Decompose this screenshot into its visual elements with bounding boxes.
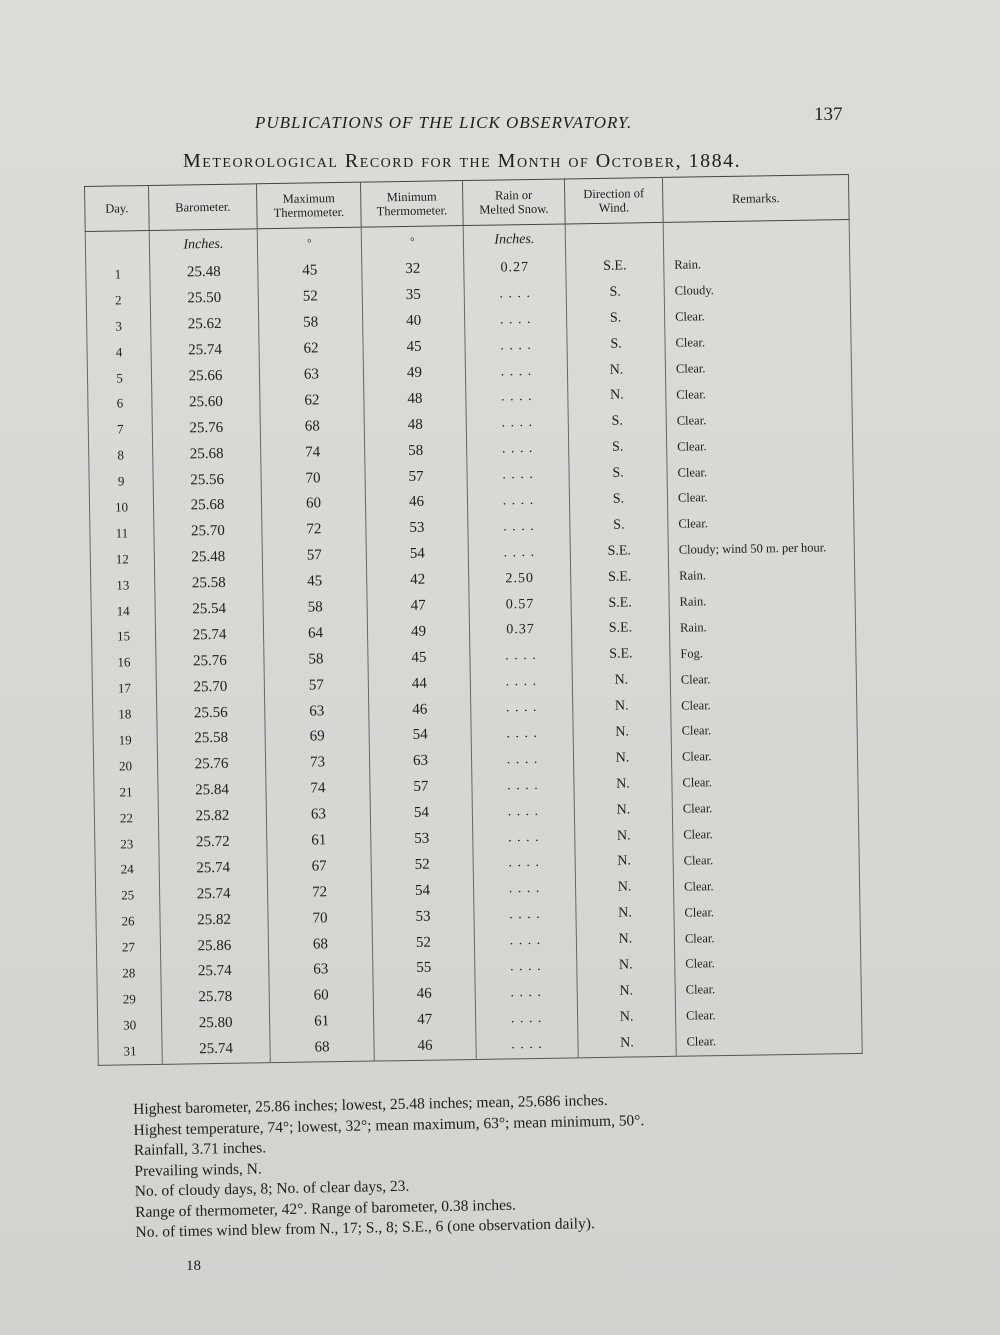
remarks-cell: Rain. — [669, 587, 855, 616]
min-thermometer-cell: 54 — [366, 541, 468, 568]
min-thermometer-cell: 48 — [364, 385, 466, 412]
day-cell: 5 — [87, 365, 151, 392]
remarks-cell: Fog. — [670, 638, 856, 667]
unit-barometer: Inches. — [149, 229, 257, 261]
remarks-cell: Clear. — [675, 975, 861, 1004]
rain-cell: 0.57 — [469, 591, 571, 618]
barometer-cell: 25.74 — [155, 622, 263, 650]
meteorological-table — [84, 174, 863, 1066]
rain-cell: 0.27 — [464, 254, 566, 281]
remarks-cell: Clear. — [666, 379, 852, 408]
max-thermometer-cell: 69 — [265, 724, 369, 752]
remarks-cell: Clear. — [673, 845, 859, 874]
header-day: Day. — [85, 185, 150, 231]
remarks-cell: Clear. — [675, 1001, 861, 1030]
day-cell: 20 — [93, 753, 157, 780]
min-thermometer-cell: 54 — [369, 722, 471, 749]
wind-direction-cell: N. — [574, 797, 672, 824]
rain-cell: . . . . — [467, 487, 569, 514]
wind-direction-cell: N. — [572, 667, 670, 694]
min-thermometer-cell: 46 — [374, 1033, 476, 1061]
barometer-cell: 25.60 — [152, 389, 260, 417]
rain-cell: . . . . — [475, 1005, 577, 1032]
min-thermometer-cell: 57 — [365, 463, 467, 490]
unit-day — [85, 230, 149, 262]
wind-direction-cell: N. — [575, 848, 673, 875]
remarks-cell: Clear. — [664, 302, 850, 331]
remarks-cell: Clear. — [672, 794, 858, 823]
min-thermometer-cell: 40 — [362, 308, 464, 335]
rain-cell: . . . . — [466, 384, 568, 411]
header-barometer: Barometer. — [148, 184, 257, 231]
day-cell: 13 — [91, 572, 155, 599]
wind-direction-cell: S. — [569, 486, 667, 513]
remarks-cell: Clear. — [673, 820, 859, 849]
remarks-cell: Clear. — [676, 1027, 862, 1056]
day-cell: 29 — [97, 986, 161, 1013]
rain-cell: . . . . — [467, 462, 569, 489]
day-cell: 31 — [98, 1038, 162, 1065]
wind-direction-cell: N. — [577, 978, 675, 1005]
barometer-cell: 25.74 — [159, 855, 267, 883]
day-cell: 3 — [87, 313, 151, 340]
remarks-cell: Clear. — [667, 457, 853, 486]
min-thermometer-cell: 45 — [368, 644, 470, 671]
rain-cell: . . . . — [472, 772, 574, 799]
max-thermometer-cell: 68 — [260, 413, 364, 441]
summary-line: No. of times wind blew from N., 17; S., 8; S.E., 6 (one observation daily). — [135, 1215, 595, 1241]
remarks-cell: Clear. — [665, 354, 851, 383]
wind-direction-cell: S.E. — [572, 641, 670, 668]
min-thermometer-cell: 53 — [371, 826, 473, 853]
rain-cell: . . . . — [473, 850, 575, 877]
wind-direction-cell: N. — [576, 900, 674, 927]
barometer-cell: 25.74 — [151, 337, 259, 365]
remarks-cell: Rain. — [664, 250, 850, 279]
rain-cell: . . . . — [466, 410, 568, 437]
wind-direction-cell: S. — [567, 331, 665, 358]
unit-rain: Inches. — [463, 224, 565, 256]
wind-direction-cell: S.E. — [570, 538, 668, 565]
wind-direction-cell: N. — [575, 822, 673, 849]
day-cell: 28 — [97, 960, 161, 987]
max-thermometer-cell: 67 — [267, 853, 371, 881]
max-thermometer-cell: 74 — [261, 439, 365, 467]
remarks-cell: Clear. — [674, 923, 860, 952]
day-cell: 4 — [87, 339, 151, 366]
wind-direction-cell: S. — [568, 434, 666, 461]
summary-line: Highest temperature, 74°; lowest, 32°; mean maximum, 63°; mean minimum, 50°. — [133, 1111, 645, 1139]
barometer-cell: 25.48 — [154, 544, 262, 572]
min-thermometer-cell: 54 — [371, 877, 473, 904]
rain-cell: 0.37 — [469, 617, 571, 644]
summary-line: Prevailing winds, N. — [134, 1160, 262, 1180]
rain-cell: . . . . — [473, 824, 575, 851]
barometer-cell: 25.78 — [161, 984, 269, 1012]
min-thermometer-cell: 63 — [369, 748, 471, 775]
wind-direction-cell: N. — [573, 719, 671, 746]
day-cell: 8 — [89, 442, 153, 469]
barometer-cell: 25.66 — [151, 363, 259, 391]
page-title: Meteorological Record for the Month of October, 1884. — [183, 150, 742, 172]
min-thermometer-cell: 46 — [365, 489, 467, 516]
day-cell: 1 — [86, 261, 150, 288]
max-thermometer-cell: 61 — [269, 1008, 373, 1036]
remarks-cell: Cloudy; wind 50 m. per hour. — [668, 535, 854, 564]
wind-direction-cell: N. — [568, 382, 666, 409]
rain-cell: . . . . — [470, 669, 572, 696]
remarks-cell: Cloudy. — [664, 276, 850, 305]
rain-cell: . . . . — [468, 539, 570, 566]
max-thermometer-cell: 64 — [263, 620, 367, 648]
max-thermometer-cell: 72 — [262, 517, 366, 545]
unit-remarks — [663, 219, 849, 252]
day-cell: 26 — [96, 908, 160, 935]
header-wind: Direction of Wind. — [564, 177, 663, 224]
remarks-cell: Clear. — [671, 716, 857, 745]
rain-cell: . . . . — [471, 720, 573, 747]
max-thermometer-cell: 57 — [262, 542, 366, 570]
rain-cell: . . . . — [475, 953, 577, 980]
min-thermometer-cell: 47 — [373, 1007, 475, 1034]
unit-min-thermometer: ° — [361, 226, 463, 258]
day-cell: 25 — [95, 882, 159, 909]
min-thermometer-cell: 45 — [363, 334, 465, 361]
barometer-cell: 25.70 — [154, 518, 262, 546]
max-thermometer-cell: 61 — [267, 827, 371, 855]
remarks-cell: Clear. — [671, 742, 857, 771]
day-cell: 14 — [91, 598, 155, 625]
max-thermometer-cell: 52 — [258, 284, 362, 312]
wind-direction-cell: S. — [566, 305, 664, 332]
min-thermometer-cell: 57 — [370, 774, 472, 801]
barometer-cell: 25.80 — [161, 1010, 269, 1038]
min-thermometer-cell: 44 — [368, 670, 470, 697]
min-thermometer-cell: 46 — [373, 981, 475, 1008]
barometer-cell: 25.62 — [150, 311, 258, 339]
day-cell: 27 — [96, 934, 160, 961]
barometer-cell: 25.86 — [160, 932, 268, 960]
max-thermometer-cell: 63 — [266, 801, 370, 829]
wind-direction-cell: N. — [577, 1004, 675, 1031]
rain-cell: . . . . — [474, 928, 576, 955]
max-thermometer-cell: 63 — [265, 698, 369, 726]
running-head: PUBLICATIONS OF THE LICK OBSERVATORY. — [255, 113, 633, 132]
wind-direction-cell: N. — [573, 693, 671, 720]
day-cell: 22 — [94, 805, 158, 832]
barometer-cell: 25.82 — [158, 803, 266, 831]
barometer-cell: 25.68 — [153, 440, 261, 468]
barometer-cell: 25.56 — [153, 466, 261, 494]
max-thermometer-cell: 45 — [258, 258, 362, 286]
max-thermometer-cell: 63 — [269, 957, 373, 985]
barometer-cell: 25.54 — [155, 596, 263, 624]
signature-mark: 18 — [186, 1258, 201, 1274]
barometer-cell: 25.58 — [157, 725, 265, 753]
day-cell: 10 — [89, 494, 153, 521]
max-thermometer-cell: 45 — [263, 568, 367, 596]
barometer-cell: 25.68 — [153, 492, 261, 520]
rain-cell: . . . . — [468, 513, 570, 540]
wind-direction-cell: N. — [577, 952, 675, 979]
barometer-cell: 25.70 — [156, 673, 264, 701]
max-thermometer-cell: 58 — [258, 309, 362, 337]
remarks-cell: Clear. — [666, 431, 852, 460]
rain-cell: . . . . — [475, 979, 577, 1006]
day-cell: 17 — [92, 675, 156, 702]
rain-cell: . . . . — [474, 902, 576, 929]
rain-cell: . . . . — [473, 876, 575, 903]
barometer-cell: 25.58 — [155, 570, 263, 598]
header-min-thermometer: Minimum Thermometer. — [360, 181, 463, 228]
min-thermometer-cell: 42 — [367, 567, 469, 594]
max-thermometer-cell: 68 — [268, 931, 372, 959]
day-cell: 24 — [95, 856, 159, 883]
rain-cell: . . . . — [476, 1031, 578, 1059]
max-thermometer-cell: 58 — [264, 646, 368, 674]
wind-direction-cell: N. — [576, 926, 674, 953]
min-thermometer-cell: 58 — [365, 437, 467, 464]
barometer-cell: 25.76 — [156, 648, 264, 676]
remarks-cell: Clear. — [675, 949, 861, 978]
unit-wind — [565, 222, 663, 254]
wind-direction-cell: N. — [573, 745, 671, 772]
max-thermometer-cell: 63 — [259, 361, 363, 389]
max-thermometer-cell: 57 — [264, 672, 368, 700]
max-thermometer-cell: 70 — [268, 905, 372, 933]
barometer-cell: 25.48 — [150, 259, 258, 287]
wind-direction-cell: S.E. — [571, 589, 669, 616]
min-thermometer-cell: 48 — [364, 411, 466, 438]
day-cell: 30 — [97, 1012, 161, 1039]
wind-direction-cell: S.E. — [571, 615, 669, 642]
max-thermometer-cell: 70 — [261, 465, 365, 493]
max-thermometer-cell: 60 — [269, 982, 373, 1010]
day-cell: 12 — [90, 546, 154, 573]
rain-cell: 2.50 — [469, 565, 571, 592]
remarks-cell: Clear. — [667, 483, 853, 512]
barometer-cell: 25.76 — [157, 751, 265, 779]
barometer-cell: 25.74 — [162, 1036, 270, 1064]
unit-max-thermometer: ° — [257, 227, 361, 259]
rain-cell: . . . . — [466, 436, 568, 463]
day-cell: 7 — [88, 416, 152, 443]
barometer-cell: 25.50 — [150, 285, 258, 313]
remarks-cell: Clear. — [666, 405, 852, 434]
wind-direction-cell: N. — [574, 771, 672, 798]
max-thermometer-cell: 73 — [265, 750, 369, 778]
barometer-cell: 25.84 — [158, 777, 266, 805]
wind-direction-cell: S.E. — [566, 253, 664, 280]
remarks-cell: Clear. — [670, 664, 856, 693]
remarks-cell: Clear. — [668, 509, 854, 538]
summary-block — [133, 1087, 836, 1244]
wind-direction-cell: S. — [566, 279, 664, 306]
max-thermometer-cell: 62 — [260, 387, 364, 415]
wind-direction-cell: S.E. — [571, 564, 669, 591]
header-max-thermometer: Maximum Thermometer. — [256, 182, 361, 229]
remarks-cell: Clear. — [673, 871, 859, 900]
rain-cell: . . . . — [465, 332, 567, 359]
min-thermometer-cell: 47 — [367, 593, 469, 620]
min-thermometer-cell: 54 — [370, 800, 472, 827]
min-thermometer-cell: 32 — [362, 256, 464, 283]
remarks-cell: Clear. — [671, 690, 857, 719]
wind-direction-cell: S. — [570, 512, 668, 539]
page-number: 137 — [814, 104, 843, 125]
rain-cell: . . . . — [471, 746, 573, 773]
max-thermometer-cell: 72 — [267, 879, 371, 907]
day-cell: 2 — [86, 287, 150, 314]
min-thermometer-cell: 53 — [372, 903, 474, 930]
meteorological-table-container — [84, 174, 862, 1081]
rain-cell: . . . . — [472, 798, 574, 825]
remarks-cell: Clear. — [672, 768, 858, 797]
header-rain: Rain or Melted Snow. — [462, 179, 565, 226]
wind-direction-cell: N. — [578, 1030, 676, 1058]
day-cell: 16 — [92, 649, 156, 676]
max-thermometer-cell: 62 — [259, 335, 363, 363]
day-cell: 11 — [90, 520, 154, 547]
day-cell: 19 — [93, 727, 157, 754]
day-cell: 9 — [89, 468, 153, 495]
min-thermometer-cell: 52 — [372, 929, 474, 956]
summary-line: Highest barometer, 25.86 inches; lowest, 25.48 inches; mean, 25.686 inches. — [133, 1091, 608, 1118]
barometer-cell: 25.74 — [161, 958, 269, 986]
min-thermometer-cell: 49 — [363, 360, 465, 387]
remarks-cell: Rain. — [669, 612, 855, 641]
min-thermometer-cell: 53 — [366, 515, 468, 542]
rain-cell: . . . . — [465, 358, 567, 385]
day-cell: 6 — [88, 390, 152, 417]
rain-cell: . . . . — [464, 306, 566, 333]
max-thermometer-cell: 58 — [263, 594, 367, 622]
header-remarks: Remarks. — [662, 174, 849, 222]
min-thermometer-cell: 55 — [373, 955, 475, 982]
day-cell: 18 — [93, 701, 157, 728]
wind-direction-cell: S. — [569, 460, 667, 487]
max-thermometer-cell: 60 — [261, 491, 365, 519]
wind-direction-cell: S. — [568, 408, 666, 435]
day-cell: 15 — [91, 623, 155, 650]
rain-cell: . . . . — [470, 643, 572, 670]
wind-direction-cell: N. — [567, 356, 665, 383]
max-thermometer-cell: 68 — [270, 1034, 374, 1062]
min-thermometer-cell: 52 — [371, 851, 473, 878]
remarks-cell: Clear. — [674, 897, 860, 926]
remarks-cell: Clear. — [665, 328, 851, 357]
min-thermometer-cell: 35 — [362, 282, 464, 309]
barometer-cell: 25.82 — [160, 906, 268, 934]
barometer-cell: 25.76 — [152, 415, 260, 443]
barometer-cell: 25.56 — [157, 699, 265, 727]
day-cell: 23 — [95, 831, 159, 858]
min-thermometer-cell: 46 — [369, 696, 471, 723]
rain-cell: . . . . — [471, 695, 573, 722]
max-thermometer-cell: 74 — [266, 775, 370, 803]
wind-direction-cell: N. — [575, 874, 673, 901]
day-cell: 21 — [94, 779, 158, 806]
remarks-cell: Rain. — [669, 561, 855, 590]
rain-cell: . . . . — [464, 280, 566, 307]
summary-line: Rainfall, 3.71 inches. — [133, 1139, 267, 1159]
barometer-cell: 25.72 — [159, 829, 267, 857]
summary-line: Range of thermometer, 42°. Range of barometer, 0.38 inches. — [134, 1196, 516, 1221]
summary-line: No. of cloudy days, 8; No. of clear days, 23. — [134, 1177, 410, 1200]
min-thermometer-cell: 49 — [367, 618, 469, 645]
barometer-cell: 25.74 — [159, 881, 267, 909]
